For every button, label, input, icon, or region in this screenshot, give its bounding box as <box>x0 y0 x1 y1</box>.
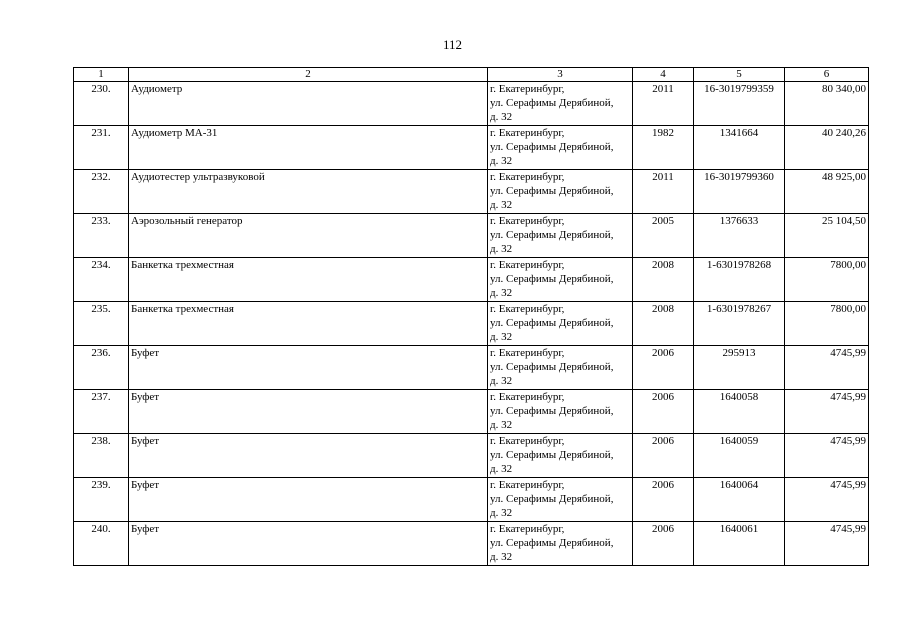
address-city: г. Екатеринбург, <box>490 259 565 271</box>
item-name: Буфет <box>129 522 488 566</box>
address-street: ул. Серафимы Дерябиной, <box>490 97 614 109</box>
column-header-4: 4 <box>633 68 694 82</box>
item-address <box>488 82 633 126</box>
address-building: д. 32 <box>490 375 513 387</box>
item-cost: 4745,99 <box>785 478 869 522</box>
table-row <box>74 302 869 346</box>
item-year: 2011 <box>633 82 694 126</box>
item-cost: 4745,99 <box>785 522 869 566</box>
address-city: г. Екатеринбург, <box>490 435 565 447</box>
item-name: Аэрозольный генератор <box>129 214 488 258</box>
item-year: 2008 <box>633 302 694 346</box>
address-street: ул. Серафимы Дерябиной, <box>490 229 614 241</box>
address-building: д. 32 <box>490 419 513 431</box>
column-header-6: 6 <box>785 68 869 82</box>
row-number: 230. <box>74 82 129 126</box>
item-address <box>488 170 633 214</box>
item-year: 2006 <box>633 522 694 566</box>
address-building: д. 32 <box>490 199 513 211</box>
item-address <box>488 258 633 302</box>
item-inventory-number: 16-3019799359 <box>694 82 785 126</box>
row-number: 237. <box>74 390 129 434</box>
table-row <box>74 522 869 566</box>
column-header-2: 2 <box>129 68 488 82</box>
address-building: д. 32 <box>490 111 513 123</box>
item-year: 2006 <box>633 346 694 390</box>
item-address <box>488 346 633 390</box>
address-building: д. 32 <box>490 155 513 167</box>
table-row <box>74 478 869 522</box>
address-building: д. 32 <box>490 551 513 563</box>
item-inventory-number: 295913 <box>694 346 785 390</box>
address-building: д. 32 <box>490 243 513 255</box>
item-name: Буфет <box>129 434 488 478</box>
table-row <box>74 434 869 478</box>
header-row <box>74 68 869 82</box>
item-address <box>488 434 633 478</box>
address-city: г. Екатеринбург, <box>490 347 565 359</box>
item-name: Буфет <box>129 478 488 522</box>
row-number: 236. <box>74 346 129 390</box>
address-street: ул. Серафимы Дерябиной, <box>490 273 614 285</box>
address-city: г. Екатеринбург, <box>490 303 565 315</box>
address-street: ул. Серафимы Дерябиной, <box>490 317 614 329</box>
row-number: 233. <box>74 214 129 258</box>
table-header <box>74 68 869 82</box>
item-cost: 80 340,00 <box>785 82 869 126</box>
item-year: 2006 <box>633 478 694 522</box>
item-cost: 7800,00 <box>785 302 869 346</box>
row-number: 239. <box>74 478 129 522</box>
table-row <box>74 346 869 390</box>
item-inventory-number: 1640061 <box>694 522 785 566</box>
address-city: г. Екатеринбург, <box>490 127 565 139</box>
address-building: д. 32 <box>490 507 513 519</box>
item-name: Аудиометр <box>129 82 488 126</box>
address-street: ул. Серафимы Дерябиной, <box>490 361 614 373</box>
item-inventory-number: 1-6301978267 <box>694 302 785 346</box>
item-name: Банкетка трехместная <box>129 258 488 302</box>
address-building: д. 32 <box>490 287 513 299</box>
address-city: г. Екатеринбург, <box>490 523 565 535</box>
item-year: 2008 <box>633 258 694 302</box>
table-row <box>74 214 869 258</box>
item-year: 2005 <box>633 214 694 258</box>
inventory-table <box>73 67 869 566</box>
item-cost: 4745,99 <box>785 434 869 478</box>
table-row <box>74 258 869 302</box>
table-row <box>74 390 869 434</box>
column-header-5: 5 <box>694 68 785 82</box>
item-cost: 4745,99 <box>785 390 869 434</box>
item-inventory-number: 1640058 <box>694 390 785 434</box>
item-name: Буфет <box>129 346 488 390</box>
address-city: г. Екатеринбург, <box>490 215 565 227</box>
address-city: г. Екатеринбург, <box>490 171 565 183</box>
address-street: ул. Серафимы Дерябиной, <box>490 405 614 417</box>
row-number: 238. <box>74 434 129 478</box>
item-address <box>488 478 633 522</box>
item-year: 2011 <box>633 170 694 214</box>
address-building: д. 32 <box>490 331 513 343</box>
item-name: Банкетка трехместная <box>129 302 488 346</box>
item-inventory-number: 1640059 <box>694 434 785 478</box>
row-number: 231. <box>74 126 129 170</box>
address-street: ул. Серафимы Дерябиной, <box>490 493 614 505</box>
column-header-3: 3 <box>488 68 633 82</box>
row-number: 232. <box>74 170 129 214</box>
item-inventory-number: 16-3019799360 <box>694 170 785 214</box>
table-row <box>74 82 869 126</box>
page-number: 112 <box>442 37 463 52</box>
item-address <box>488 126 633 170</box>
item-inventory-number: 1-6301978268 <box>694 258 785 302</box>
address-city: г. Екатеринбург, <box>490 479 565 491</box>
item-address <box>488 214 633 258</box>
item-cost: 7800,00 <box>785 258 869 302</box>
row-number: 234. <box>74 258 129 302</box>
item-name: Буфет <box>129 390 488 434</box>
item-year: 1982 <box>633 126 694 170</box>
address-city: г. Екатеринбург, <box>490 83 565 95</box>
item-address <box>488 302 633 346</box>
item-address <box>488 390 633 434</box>
item-inventory-number: 1640064 <box>694 478 785 522</box>
item-inventory-number: 1341664 <box>694 126 785 170</box>
item-inventory-number: 1376633 <box>694 214 785 258</box>
row-number: 235. <box>74 302 129 346</box>
item-cost: 40 240,26 <box>785 126 869 170</box>
address-street: ул. Серафимы Дерябиной, <box>490 185 614 197</box>
address-street: ул. Серафимы Дерябиной, <box>490 537 614 549</box>
item-name: Аудиотестер ультразвуковой <box>129 170 488 214</box>
table-body <box>74 82 869 566</box>
row-number: 240. <box>74 522 129 566</box>
item-year: 2006 <box>633 434 694 478</box>
item-cost: 48 925,00 <box>785 170 869 214</box>
table-row <box>74 170 869 214</box>
item-cost: 25 104,50 <box>785 214 869 258</box>
column-header-1: 1 <box>74 68 129 82</box>
table-row <box>74 126 869 170</box>
item-address <box>488 522 633 566</box>
address-street: ул. Серафимы Дерябиной, <box>490 141 614 153</box>
address-building: д. 32 <box>490 463 513 475</box>
item-year: 2006 <box>633 390 694 434</box>
item-cost: 4745,99 <box>785 346 869 390</box>
address-city: г. Екатеринбург, <box>490 391 565 403</box>
address-street: ул. Серафимы Дерябиной, <box>490 449 614 461</box>
item-name: Аудиометр МА-31 <box>129 126 488 170</box>
